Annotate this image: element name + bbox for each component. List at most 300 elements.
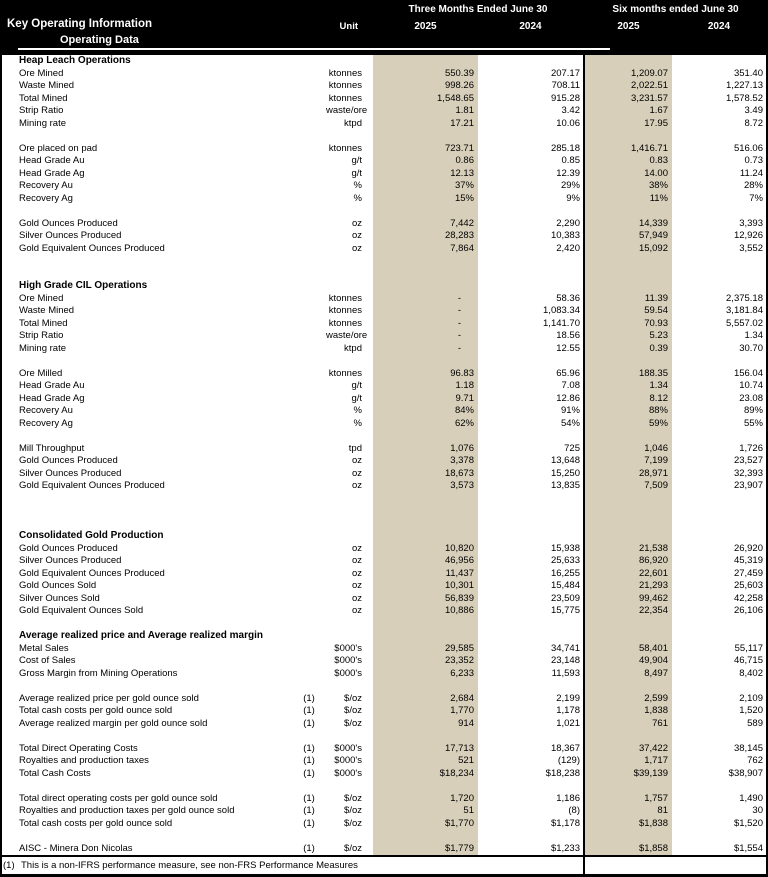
value-6m-2024: 55,117	[734, 642, 763, 654]
note-ref	[292, 668, 326, 681]
note-ref	[292, 580, 326, 593]
value-6m-2024: 12,926	[733, 230, 763, 241]
value-6m-2025	[585, 130, 672, 143]
table-row	[0, 818, 768, 831]
value-6m-2025: 1,838	[585, 705, 672, 718]
row-label	[0, 268, 292, 281]
spacer	[362, 343, 373, 356]
value-6m-2025	[585, 280, 672, 293]
note-ref: (1)	[303, 717, 315, 729]
value-q2-2024: 58.36	[556, 292, 580, 304]
value-q2-2025: 28,283	[373, 230, 478, 243]
spacer	[362, 280, 373, 293]
row-label: AISC - Minera Don Nicolas	[19, 842, 133, 854]
value-6m-2025	[585, 630, 672, 643]
unit-cell	[326, 780, 362, 793]
value-6m-2024: 23,527	[733, 455, 763, 466]
unit-cell	[326, 630, 362, 643]
spacer	[362, 418, 373, 431]
value-q2-2025: 1,720	[373, 793, 478, 806]
value-q2-2024: 12.39	[556, 167, 580, 179]
column-divider	[583, 857, 585, 874]
row-label: Gold Equivalent Ounces Produced	[19, 480, 165, 491]
row-label: Total cash costs per gold ounce sold	[19, 705, 173, 716]
note-ref	[292, 318, 326, 331]
value-q2-2025: 18,673	[373, 468, 478, 481]
value-q2-2024: 10,383	[550, 230, 580, 241]
note-ref	[292, 105, 326, 118]
note-ref	[292, 605, 326, 618]
spacer	[362, 218, 373, 231]
row-label: Strip Ratio	[19, 330, 64, 341]
unit-cell: ktonnes	[328, 142, 362, 154]
value-6m-2025: 5.23	[585, 330, 672, 343]
note-ref	[292, 530, 326, 543]
value-6m-2024: 5,557.02	[726, 317, 763, 329]
unit-cell: oz	[351, 230, 362, 241]
table-row	[0, 743, 768, 756]
value-q2-2025	[373, 505, 478, 518]
spacer	[362, 480, 373, 493]
value-q2-2024: 0.85	[561, 155, 580, 166]
value-q2-2024: 285.18	[550, 142, 580, 154]
row-label: Royalties and production taxes per gold ounce sold	[19, 805, 235, 816]
col-header-q2-2025: 2025	[414, 21, 437, 32]
value-q2-2025	[373, 280, 478, 293]
value-q2-2025: 15%	[373, 193, 478, 206]
value-6m-2024: 38,145	[733, 742, 763, 754]
value-q2-2024: 7.08	[561, 380, 580, 391]
value-q2-2025: 17,713	[373, 743, 478, 756]
value-q2-2025: $1,770	[373, 818, 478, 831]
table-row	[0, 455, 768, 468]
value-6m-2024: 30.70	[739, 342, 763, 354]
value-q2-2025: 0.86	[373, 155, 478, 168]
table-row	[0, 380, 768, 393]
note-ref	[292, 393, 326, 406]
table-border-left	[0, 0, 2, 877]
note-ref	[292, 568, 326, 581]
value-q2-2024	[478, 280, 583, 293]
value-q2-2025: -	[373, 293, 478, 306]
unit-cell	[326, 493, 362, 506]
unit-cell: oz	[351, 592, 362, 604]
note-ref	[292, 93, 326, 106]
unit-cell: %	[353, 417, 362, 429]
row-label: Metal Sales	[19, 642, 69, 654]
spacer	[362, 818, 373, 831]
value-6m-2024	[672, 830, 766, 843]
note-ref	[292, 68, 326, 81]
row-label: Recovery Au	[19, 405, 73, 416]
value-6m-2024: 25,603	[733, 580, 763, 591]
value-6m-2024	[672, 530, 766, 543]
note-ref	[292, 655, 326, 668]
value-q2-2024: 915.28	[550, 92, 580, 104]
value-6m-2024	[672, 55, 766, 68]
row-label: Mining rate	[19, 117, 66, 129]
unit-cell	[326, 55, 362, 68]
value-q2-2024	[478, 680, 583, 693]
value-6m-2025	[585, 830, 672, 843]
value-6m-2024	[672, 268, 766, 281]
row-label: Average realized price and Average realized margin	[19, 630, 263, 641]
value-q2-2024	[478, 205, 583, 218]
row-label: Gold Equivalent Ounces Produced	[19, 567, 165, 579]
note-ref	[292, 255, 326, 268]
value-q2-2025: 9.71	[373, 393, 478, 406]
note-ref	[292, 118, 326, 131]
spacer	[362, 580, 373, 593]
note-ref	[292, 518, 326, 531]
value-q2-2025: -	[373, 330, 478, 343]
value-6m-2024: 1,227.13	[726, 80, 763, 91]
spacer	[362, 305, 373, 318]
value-6m-2025: 761	[585, 718, 672, 731]
spacer	[362, 505, 373, 518]
table-row	[0, 168, 768, 181]
value-6m-2024: 1.34	[744, 330, 763, 341]
spacer	[362, 455, 373, 468]
note-ref	[292, 380, 326, 393]
value-6m-2024: 516.06	[733, 142, 763, 154]
value-q2-2025: 2,684	[373, 693, 478, 706]
table-row	[0, 793, 768, 806]
value-q2-2025: 3,378	[373, 455, 478, 468]
value-q2-2024: $1,178	[550, 817, 580, 829]
value-q2-2025: 1,548.65	[373, 93, 478, 106]
value-6m-2024	[672, 618, 766, 631]
value-q2-2025: 84%	[373, 405, 478, 418]
value-6m-2024: 3,552	[739, 242, 763, 254]
unit-cell: oz	[351, 580, 362, 591]
value-q2-2024: 15,938	[550, 542, 580, 554]
note-ref: (1)	[303, 842, 315, 854]
unit-cell	[326, 518, 362, 531]
value-6m-2025: 57,949	[585, 230, 672, 243]
value-6m-2025	[585, 530, 672, 543]
unit-cell: $/oz	[344, 805, 362, 816]
value-q2-2024: 23,509	[550, 592, 580, 604]
value-q2-2024: 12.55	[556, 342, 580, 354]
table-row	[0, 568, 768, 581]
value-q2-2025: 7,864	[373, 243, 478, 256]
unit-column-header: Unit	[339, 21, 358, 32]
row-label: Head Grade Ag	[19, 392, 85, 404]
value-q2-2025: 550.39	[373, 68, 478, 81]
unit-cell: oz	[351, 480, 362, 491]
spacer	[362, 405, 373, 418]
value-q2-2024: 15,775	[550, 605, 580, 616]
value-6m-2025: 59%	[585, 418, 672, 431]
value-6m-2024	[672, 518, 766, 531]
value-6m-2024	[672, 780, 766, 793]
value-6m-2024: $1,554	[733, 842, 763, 854]
unit-cell	[326, 830, 362, 843]
unit-cell: $/oz	[344, 792, 362, 804]
row-label: Head Grade Au	[19, 380, 85, 391]
value-6m-2025: 37,422	[585, 743, 672, 756]
value-6m-2024: 0.73	[744, 155, 763, 166]
row-label: High Grade CIL Operations	[19, 280, 148, 291]
spacer	[362, 618, 373, 631]
value-q2-2024	[478, 130, 583, 143]
note-ref	[292, 730, 326, 743]
value-q2-2025: 56,839	[373, 593, 478, 606]
row-label: Total Cash Costs	[19, 767, 91, 779]
note-ref	[292, 180, 326, 193]
value-6m-2025: 1,046	[585, 443, 672, 456]
row-label	[0, 205, 292, 218]
value-q2-2025	[373, 530, 478, 543]
unit-cell: g/t	[351, 155, 362, 166]
note-ref: (1)	[303, 767, 315, 779]
value-6m-2025: 7,509	[585, 480, 672, 493]
row-label: Silver Ounces Produced	[19, 467, 122, 479]
table-row	[0, 693, 768, 706]
unit-cell: oz	[351, 567, 362, 579]
value-6m-2024	[672, 430, 766, 443]
value-6m-2024: 3,181.84	[726, 305, 763, 316]
note-ref	[292, 343, 326, 356]
value-6m-2025: 8,497	[585, 668, 672, 681]
value-q2-2024: 1,178	[556, 705, 580, 716]
table-row	[0, 605, 768, 618]
spacer	[362, 180, 373, 193]
value-q2-2024: 11,593	[551, 667, 580, 679]
unit-cell: waste/ore	[326, 105, 368, 116]
note-ref	[292, 493, 326, 506]
value-q2-2025	[373, 780, 478, 793]
row-label	[0, 505, 292, 518]
unit-cell: $000's	[334, 742, 362, 754]
note-ref	[292, 405, 326, 418]
value-q2-2024: 12.86	[556, 392, 580, 404]
value-q2-2025: 1,076	[373, 443, 478, 456]
value-6m-2025	[585, 55, 672, 68]
value-q2-2025	[373, 493, 478, 506]
table-row	[0, 193, 768, 206]
note-ref	[292, 455, 326, 468]
unit-cell: ktonnes	[328, 67, 362, 79]
value-6m-2024: 1,726	[739, 442, 763, 454]
table-row	[0, 143, 768, 156]
value-q2-2024	[478, 830, 583, 843]
row-label	[0, 493, 292, 506]
value-6m-2025	[585, 618, 672, 631]
unit-cell: ktpd	[344, 342, 362, 354]
footnote-text: This is a non-IFRS performance measure, see non-FRS Performance Measures	[21, 860, 358, 871]
section-header-row	[0, 55, 768, 68]
value-6m-2025: 188.35	[585, 368, 672, 381]
note-ref: (1)	[303, 755, 315, 766]
value-q2-2024	[478, 530, 583, 543]
unit-cell	[326, 530, 362, 543]
value-q2-2025	[373, 55, 478, 68]
row-label	[0, 680, 292, 693]
table-row	[0, 368, 768, 381]
value-6m-2024: 45,319	[733, 555, 763, 566]
table-row	[0, 718, 768, 731]
note-ref	[292, 330, 326, 343]
unit-cell	[326, 355, 362, 368]
note-ref: (1)	[303, 742, 315, 754]
value-q2-2024: 3.42	[561, 105, 580, 116]
spacer	[362, 730, 373, 743]
value-q2-2025	[373, 130, 478, 143]
table-row	[0, 643, 768, 656]
note-ref	[292, 480, 326, 493]
unit-cell: ktonnes	[328, 367, 362, 379]
value-q2-2025: 6,233	[373, 668, 478, 681]
value-q2-2024: 13,835	[550, 480, 580, 491]
row-label: Recovery Au	[19, 180, 73, 191]
value-6m-2024: 23.08	[739, 392, 763, 404]
value-6m-2024: 42,258	[733, 592, 763, 604]
spacer	[362, 793, 373, 806]
value-6m-2024: $38,907	[728, 767, 763, 779]
value-6m-2025: 3,231.57	[585, 93, 672, 106]
table-row	[0, 343, 768, 356]
unit-cell	[326, 280, 362, 293]
value-6m-2025: 15,092	[585, 243, 672, 256]
table-row	[0, 293, 768, 306]
value-6m-2024: 28%	[743, 180, 763, 191]
value-q2-2025: -	[373, 343, 478, 356]
row-label	[0, 255, 292, 268]
value-q2-2024: 23,148	[550, 655, 580, 666]
value-q2-2024: 18.56	[556, 330, 580, 341]
blank-row	[0, 130, 768, 143]
spacer	[362, 593, 373, 606]
row-label: Gold Ounces Sold	[19, 580, 97, 591]
row-label: Total cash costs per gold ounce sold	[19, 817, 173, 829]
row-label	[0, 730, 292, 743]
value-6m-2024	[672, 205, 766, 218]
spacer	[362, 655, 373, 668]
note-ref	[292, 280, 326, 293]
row-label: Total direct operating costs per gold ounce sold	[19, 792, 218, 804]
spacer	[362, 680, 373, 693]
note-ref	[292, 143, 326, 156]
note-ref: (1)	[303, 705, 315, 716]
note-ref	[292, 830, 326, 843]
value-q2-2025: 46,956	[373, 555, 478, 568]
spacer	[362, 380, 373, 393]
value-6m-2025: 99,462	[585, 593, 672, 606]
value-q2-2024: 2,199	[556, 692, 580, 704]
spacer	[362, 193, 373, 206]
spacer	[362, 830, 373, 843]
unit-cell	[326, 730, 362, 743]
value-6m-2024	[672, 505, 766, 518]
value-6m-2024: 589	[747, 717, 763, 729]
value-q2-2025: 29,585	[373, 643, 478, 656]
table-row	[0, 230, 768, 243]
note-ref	[292, 418, 326, 431]
note-ref	[292, 218, 326, 231]
value-6m-2025: 22,601	[585, 568, 672, 581]
table-row	[0, 180, 768, 193]
unit-cell: g/t	[351, 392, 362, 404]
value-q2-2025	[373, 255, 478, 268]
table-row	[0, 655, 768, 668]
value-6m-2024: 1,520	[739, 705, 763, 716]
value-6m-2025: 59.54	[585, 305, 672, 318]
unit-cell: ktonnes	[328, 292, 362, 304]
row-label: Ore Mined	[19, 67, 64, 79]
section-subtitle: Operating Data	[60, 34, 139, 46]
note-ref	[292, 355, 326, 368]
row-label: Mining rate	[19, 342, 66, 354]
value-6m-2025: 21,538	[585, 543, 672, 556]
spacer	[362, 118, 373, 131]
spacer	[362, 743, 373, 756]
blank-row	[0, 493, 768, 506]
value-6m-2025	[585, 780, 672, 793]
value-q2-2025: 10,820	[373, 543, 478, 556]
value-6m-2025: 22,354	[585, 605, 672, 618]
note-ref	[292, 780, 326, 793]
unit-cell: oz	[351, 217, 362, 229]
value-6m-2025: 0.83	[585, 155, 672, 168]
value-q2-2025: 51	[373, 805, 478, 818]
value-6m-2024	[672, 630, 766, 643]
value-6m-2024	[672, 355, 766, 368]
table-row	[0, 755, 768, 768]
unit-cell: $/oz	[344, 717, 362, 729]
row-label: Total Direct Operating Costs	[19, 742, 138, 754]
spacer	[362, 255, 373, 268]
value-6m-2025: 1,416.71	[585, 143, 672, 156]
value-q2-2024	[478, 518, 583, 531]
table-row	[0, 593, 768, 606]
unit-cell: g/t	[351, 380, 362, 391]
note-ref	[292, 80, 326, 93]
unit-cell: %	[353, 192, 362, 204]
unit-cell: oz	[351, 605, 362, 616]
value-6m-2025: 86,920	[585, 555, 672, 568]
spacer	[362, 168, 373, 181]
value-q2-2024: 1,021	[556, 717, 580, 729]
unit-cell: ktonnes	[328, 92, 362, 104]
value-q2-2025	[373, 618, 478, 631]
value-q2-2025: 37%	[373, 180, 478, 193]
unit-cell: ktpd	[344, 117, 362, 129]
value-q2-2025: 23,352	[373, 655, 478, 668]
unit-cell: oz	[351, 467, 362, 479]
table-row	[0, 580, 768, 593]
note-ref	[292, 55, 326, 68]
unit-cell: $000's	[334, 667, 362, 679]
value-6m-2025: 11.39	[585, 293, 672, 306]
unit-cell: $000's	[334, 767, 362, 779]
value-6m-2024: 30	[752, 805, 763, 816]
note-ref	[292, 643, 326, 656]
value-6m-2025: 14,339	[585, 218, 672, 231]
table-row	[0, 330, 768, 343]
spacer	[362, 780, 373, 793]
row-label: Total Mined	[19, 92, 68, 104]
value-q2-2025: $1,779	[373, 843, 478, 856]
spacer	[362, 468, 373, 481]
unit-cell	[326, 255, 362, 268]
row-label: Head Grade Au	[19, 155, 85, 166]
row-label: Silver Ounces Sold	[19, 592, 100, 604]
value-6m-2025: 49,904	[585, 655, 672, 668]
value-6m-2024: 1,490	[739, 792, 763, 804]
value-q2-2025: 96.83	[373, 368, 478, 381]
